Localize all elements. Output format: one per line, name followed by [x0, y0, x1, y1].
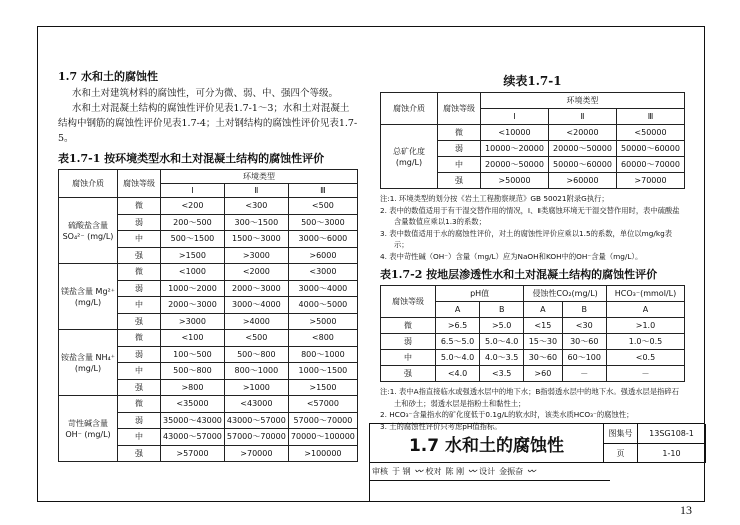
value-cell: >60000 [549, 173, 617, 189]
table1-cont [380, 92, 685, 189]
table1c-header-env: 环境类型 [481, 93, 685, 109]
value-cell: 500～3000 [288, 214, 357, 231]
table2 [380, 285, 685, 382]
table2-body [381, 318, 685, 382]
value-cell: <15 [524, 318, 562, 334]
page-code: 1-10 [638, 444, 706, 463]
table1-header-grade: 腐蚀等级 [118, 170, 161, 198]
table1-env-1: Ⅰ [161, 184, 225, 198]
value-cell: 20000～50000 [549, 141, 617, 157]
grade-cell: 强 [438, 173, 481, 189]
value-cell: >800 [161, 379, 225, 396]
value-cell: 100～500 [161, 346, 225, 363]
grade-cell: 强 [118, 313, 161, 330]
medium-cell: 镁盐含量 Mg²⁺ (mg/L) [59, 264, 118, 330]
value-cell: >60 [524, 366, 562, 382]
grade-cell: 弱 [118, 280, 161, 297]
table1c-header-medium: 腐蚀介质 [381, 93, 438, 125]
grade-cell: 强 [118, 379, 161, 396]
value-cell: <300 [224, 198, 288, 215]
value-cell: <100 [161, 330, 225, 347]
designer-signature: 〰 [527, 466, 535, 476]
value-cell: <35000 [161, 396, 225, 413]
table1-header-env: 环境类型 [161, 170, 358, 184]
value-cell: >3000 [161, 313, 225, 330]
note-line: 3. 表中数值适用于水的腐蚀性评价，对土的腐蚀性评价应乘以1.5的系数，单位以mg/kg表示； [380, 228, 673, 249]
note-line: 4. 表中苛性碱（OH⁻）含量（mg/L）应为NaOH和KOH中的OH⁻含量（mg/L）。 [380, 251, 643, 261]
table1c-env-1: Ⅰ [481, 109, 549, 125]
value-cell: >50000 [481, 173, 549, 189]
table1c-env-3: Ⅲ [617, 109, 685, 125]
table-row [59, 330, 358, 347]
grade-cell: 微 [118, 198, 161, 215]
grade-cell: 强 [118, 247, 161, 264]
value-cell: 20000～50000 [481, 157, 549, 173]
designer-name: 金振奋 [499, 467, 524, 476]
grade-cell: 弱 [118, 214, 161, 231]
table2-title: 表1.7-2 按地层渗透性水和土对混凝土结构的腐蚀性评价 [380, 268, 658, 281]
grade-cell: 微 [118, 330, 161, 347]
value-cell: <20000 [549, 125, 617, 141]
grade-cell: 弱 [381, 334, 436, 350]
value-cell: <4.0 [436, 366, 480, 382]
value-cell: 57000～70000 [288, 412, 357, 429]
table2-sub-b: B [562, 302, 606, 318]
value-cell: <30 [562, 318, 606, 334]
right-column [380, 68, 685, 435]
note-line: 2. HCO₃⁻含量指水的矿化度低于0.1g/L的软水时，该类水质HCO₃⁻的腐蚀性； [380, 410, 634, 419]
grade-cell: 微 [118, 264, 161, 281]
value-cell: >6000 [288, 247, 357, 264]
grade-cell: 中 [118, 363, 161, 380]
value-cell: >70000 [617, 173, 685, 189]
value-cell: <43000 [224, 396, 288, 413]
value-cell: 300～1500 [224, 214, 288, 231]
grade-cell: 微 [118, 396, 161, 413]
table1 [58, 169, 358, 462]
value-cell: >1500 [161, 247, 225, 264]
table-row [381, 350, 685, 366]
value-cell: 2000～3000 [224, 280, 288, 297]
grade-cell: 微 [438, 125, 481, 141]
value-cell: 500～800 [224, 346, 288, 363]
table2-sub-a: A [524, 302, 562, 318]
table-row [381, 334, 685, 350]
value-cell: <500 [224, 330, 288, 347]
value-cell: 4000～5000 [288, 297, 357, 314]
note-line: 2. 表中的数值适用于有干湿交替作用的情况，Ⅰ、Ⅱ类腐蚀环境无干湿交替作用时，表中硫酸盐含量数值应乘以1.3的系数； [380, 205, 680, 226]
table1-env-2: Ⅱ [224, 184, 288, 198]
value-cell: 500～1500 [161, 231, 225, 248]
value-cell: 50000～60000 [549, 157, 617, 173]
atlas-label: 图集号 [604, 424, 638, 444]
table-row [59, 264, 358, 281]
table2-header-co2: 侵蚀性CO₂(mg/L) [524, 286, 607, 302]
value-cell: >1500 [288, 379, 357, 396]
table2-sub-a: A [436, 302, 480, 318]
grade-cell: 强 [118, 445, 161, 462]
grade-cell: 强 [381, 366, 436, 382]
value-cell: <800 [288, 330, 357, 347]
value-cell: >5.0 [480, 318, 524, 334]
value-cell: <3.5 [480, 366, 524, 382]
table2-header-grade: 腐蚀等级 [381, 286, 436, 318]
checker-signature: 〰 [468, 466, 476, 476]
value-cell: 70000～100000 [288, 429, 357, 446]
grade-cell: 中 [118, 297, 161, 314]
grade-cell: 弱 [438, 141, 481, 157]
value-cell: 3000～4000 [224, 297, 288, 314]
check-label: 校对 [425, 467, 442, 476]
section-paragraph-2: 水和土对混凝土结构的腐蚀性评价见表1.7-1～3；水和土对混凝土结构中钢筋的腐蚀性评价见表1.7-4；土对钢结构的腐蚀性评价见表1.7-5。 [58, 103, 358, 144]
value-cell: － [606, 366, 684, 382]
table1-header-medium: 腐蚀介质 [59, 170, 118, 198]
note-line: 注:1. 环境类型的划分按《岩土工程勘察规范》GB 50021附录G执行； [380, 194, 609, 203]
value-cell: 15～30 [524, 334, 562, 350]
table1-env-3: Ⅲ [288, 184, 357, 198]
value-cell: <10000 [481, 125, 549, 141]
checker-name: 陈 刚 [445, 467, 465, 476]
value-cell: <0.5 [606, 350, 684, 366]
value-cell: 4.0～3.5 [480, 350, 524, 366]
value-cell: 500～800 [161, 363, 225, 380]
value-cell: 1000～1500 [288, 363, 357, 380]
table1-title: 表1.7-1 按环境类型水和土对混凝土结构的腐蚀性评价 [58, 152, 325, 165]
table-row [381, 125, 685, 141]
table1c-env-2: Ⅱ [549, 109, 617, 125]
value-cell: >100000 [288, 445, 357, 462]
value-cell: 43000～57000 [161, 429, 225, 446]
title-block-title: 1.7 水和土的腐蚀性 [370, 424, 604, 463]
reviewer-name: 于 钢 [392, 467, 411, 476]
table1-cont-notes [380, 193, 685, 262]
medium-cell: 总矿化度 (mg/L) [381, 125, 438, 189]
value-cell: 60～100 [562, 350, 606, 366]
note-line: 3. 土的腐蚀性评价只考虑pH值指标。 [380, 421, 502, 431]
table1-body [59, 198, 358, 462]
value-cell: 30～60 [524, 350, 562, 366]
value-cell: 800～1000 [224, 363, 288, 380]
grade-cell: 弱 [118, 412, 161, 429]
grade-cell: 中 [438, 157, 481, 173]
grade-cell: 微 [381, 318, 436, 334]
value-cell: >4000 [224, 313, 288, 330]
table2-header-ph: pH值 [436, 286, 524, 302]
value-cell: － [562, 366, 606, 382]
table2-sub-a: A [606, 302, 684, 318]
grade-cell: 中 [118, 429, 161, 446]
table-row [59, 198, 358, 215]
medium-cell: 苛性碱含量 OH⁻ (mg/L) [59, 396, 118, 462]
table1c-header-grade: 腐蚀等级 [438, 93, 481, 125]
table-row [59, 396, 358, 413]
review-label: 审核 [372, 467, 388, 476]
table1-cont-body [381, 125, 685, 189]
value-cell: >3000 [224, 247, 288, 264]
value-cell: 43000～57000 [224, 412, 288, 429]
value-cell: 1000～2000 [161, 280, 225, 297]
title-block [369, 423, 705, 502]
medium-cell: 硫酸盐含量 SO₄²⁻ (mg/L) [59, 198, 118, 264]
table2-sub-b: B [480, 302, 524, 318]
value-cell: 200～500 [161, 214, 225, 231]
table1-cont-title: 续表1.7-1 [503, 74, 562, 88]
value-cell: <50000 [617, 125, 685, 141]
value-cell: 60000～70000 [617, 157, 685, 173]
value-cell: >6.5 [436, 318, 480, 334]
grade-cell: 中 [381, 350, 436, 366]
value-cell: <2000 [224, 264, 288, 281]
section-paragraph-1: 水和土对建筑材料的腐蚀性，可分为微、弱、中、强四个等级。 [72, 88, 339, 99]
atlas-number: 13SG108-1 [638, 424, 706, 444]
page-label: 页 [604, 444, 638, 463]
value-cell: 30～60 [562, 334, 606, 350]
table-row [381, 366, 685, 382]
value-cell: <57000 [288, 396, 357, 413]
value-cell: <500 [288, 198, 357, 215]
table-row [381, 318, 685, 334]
value-cell: <200 [161, 198, 225, 215]
value-cell: 1.0～0.5 [606, 334, 684, 350]
value-cell: 10000～20000 [481, 141, 549, 157]
value-cell: >5000 [288, 313, 357, 330]
value-cell: >57000 [161, 445, 225, 462]
signature-row [370, 463, 610, 481]
value-cell: 50000～60000 [617, 141, 685, 157]
value-cell: 57000～70000 [224, 429, 288, 446]
medium-cell: 铵盐含量 NH₄⁺ (mg/L) [59, 330, 118, 396]
value-cell: 3000～4000 [288, 280, 357, 297]
grade-cell: 中 [118, 231, 161, 248]
value-cell: <1000 [161, 264, 225, 281]
value-cell: >1.0 [606, 318, 684, 334]
value-cell: 35000～43000 [161, 412, 225, 429]
reviewer-signature: 〰 [414, 466, 422, 476]
value-cell: 5.0～4.0 [436, 350, 480, 366]
value-cell: 3000～6000 [288, 231, 357, 248]
grade-cell: 弱 [118, 346, 161, 363]
value-cell: 2000～3000 [161, 297, 225, 314]
page-number: 13 [680, 503, 692, 517]
design-label: 设计 [479, 467, 496, 476]
value-cell: 6.5～5.0 [436, 334, 480, 350]
section-heading: 1.7 水和土的腐蚀性 [58, 70, 158, 83]
note-line: 注:1. 表中A指直接临水或强透水层中的地下水；B指弱透水层中的地下水。强透水层是指碎石土和砂土；弱透水层是指粉土和黏性土； [380, 387, 680, 408]
value-cell: >70000 [224, 445, 288, 462]
value-cell: 5.0～4.0 [480, 334, 524, 350]
left-column [58, 68, 358, 462]
table2-header-hco3: HCO₃⁻(mmol/L) [606, 286, 684, 302]
value-cell: 1500～3000 [224, 231, 288, 248]
value-cell: 800～1000 [288, 346, 357, 363]
value-cell: <3000 [288, 264, 357, 281]
value-cell: >1000 [224, 379, 288, 396]
